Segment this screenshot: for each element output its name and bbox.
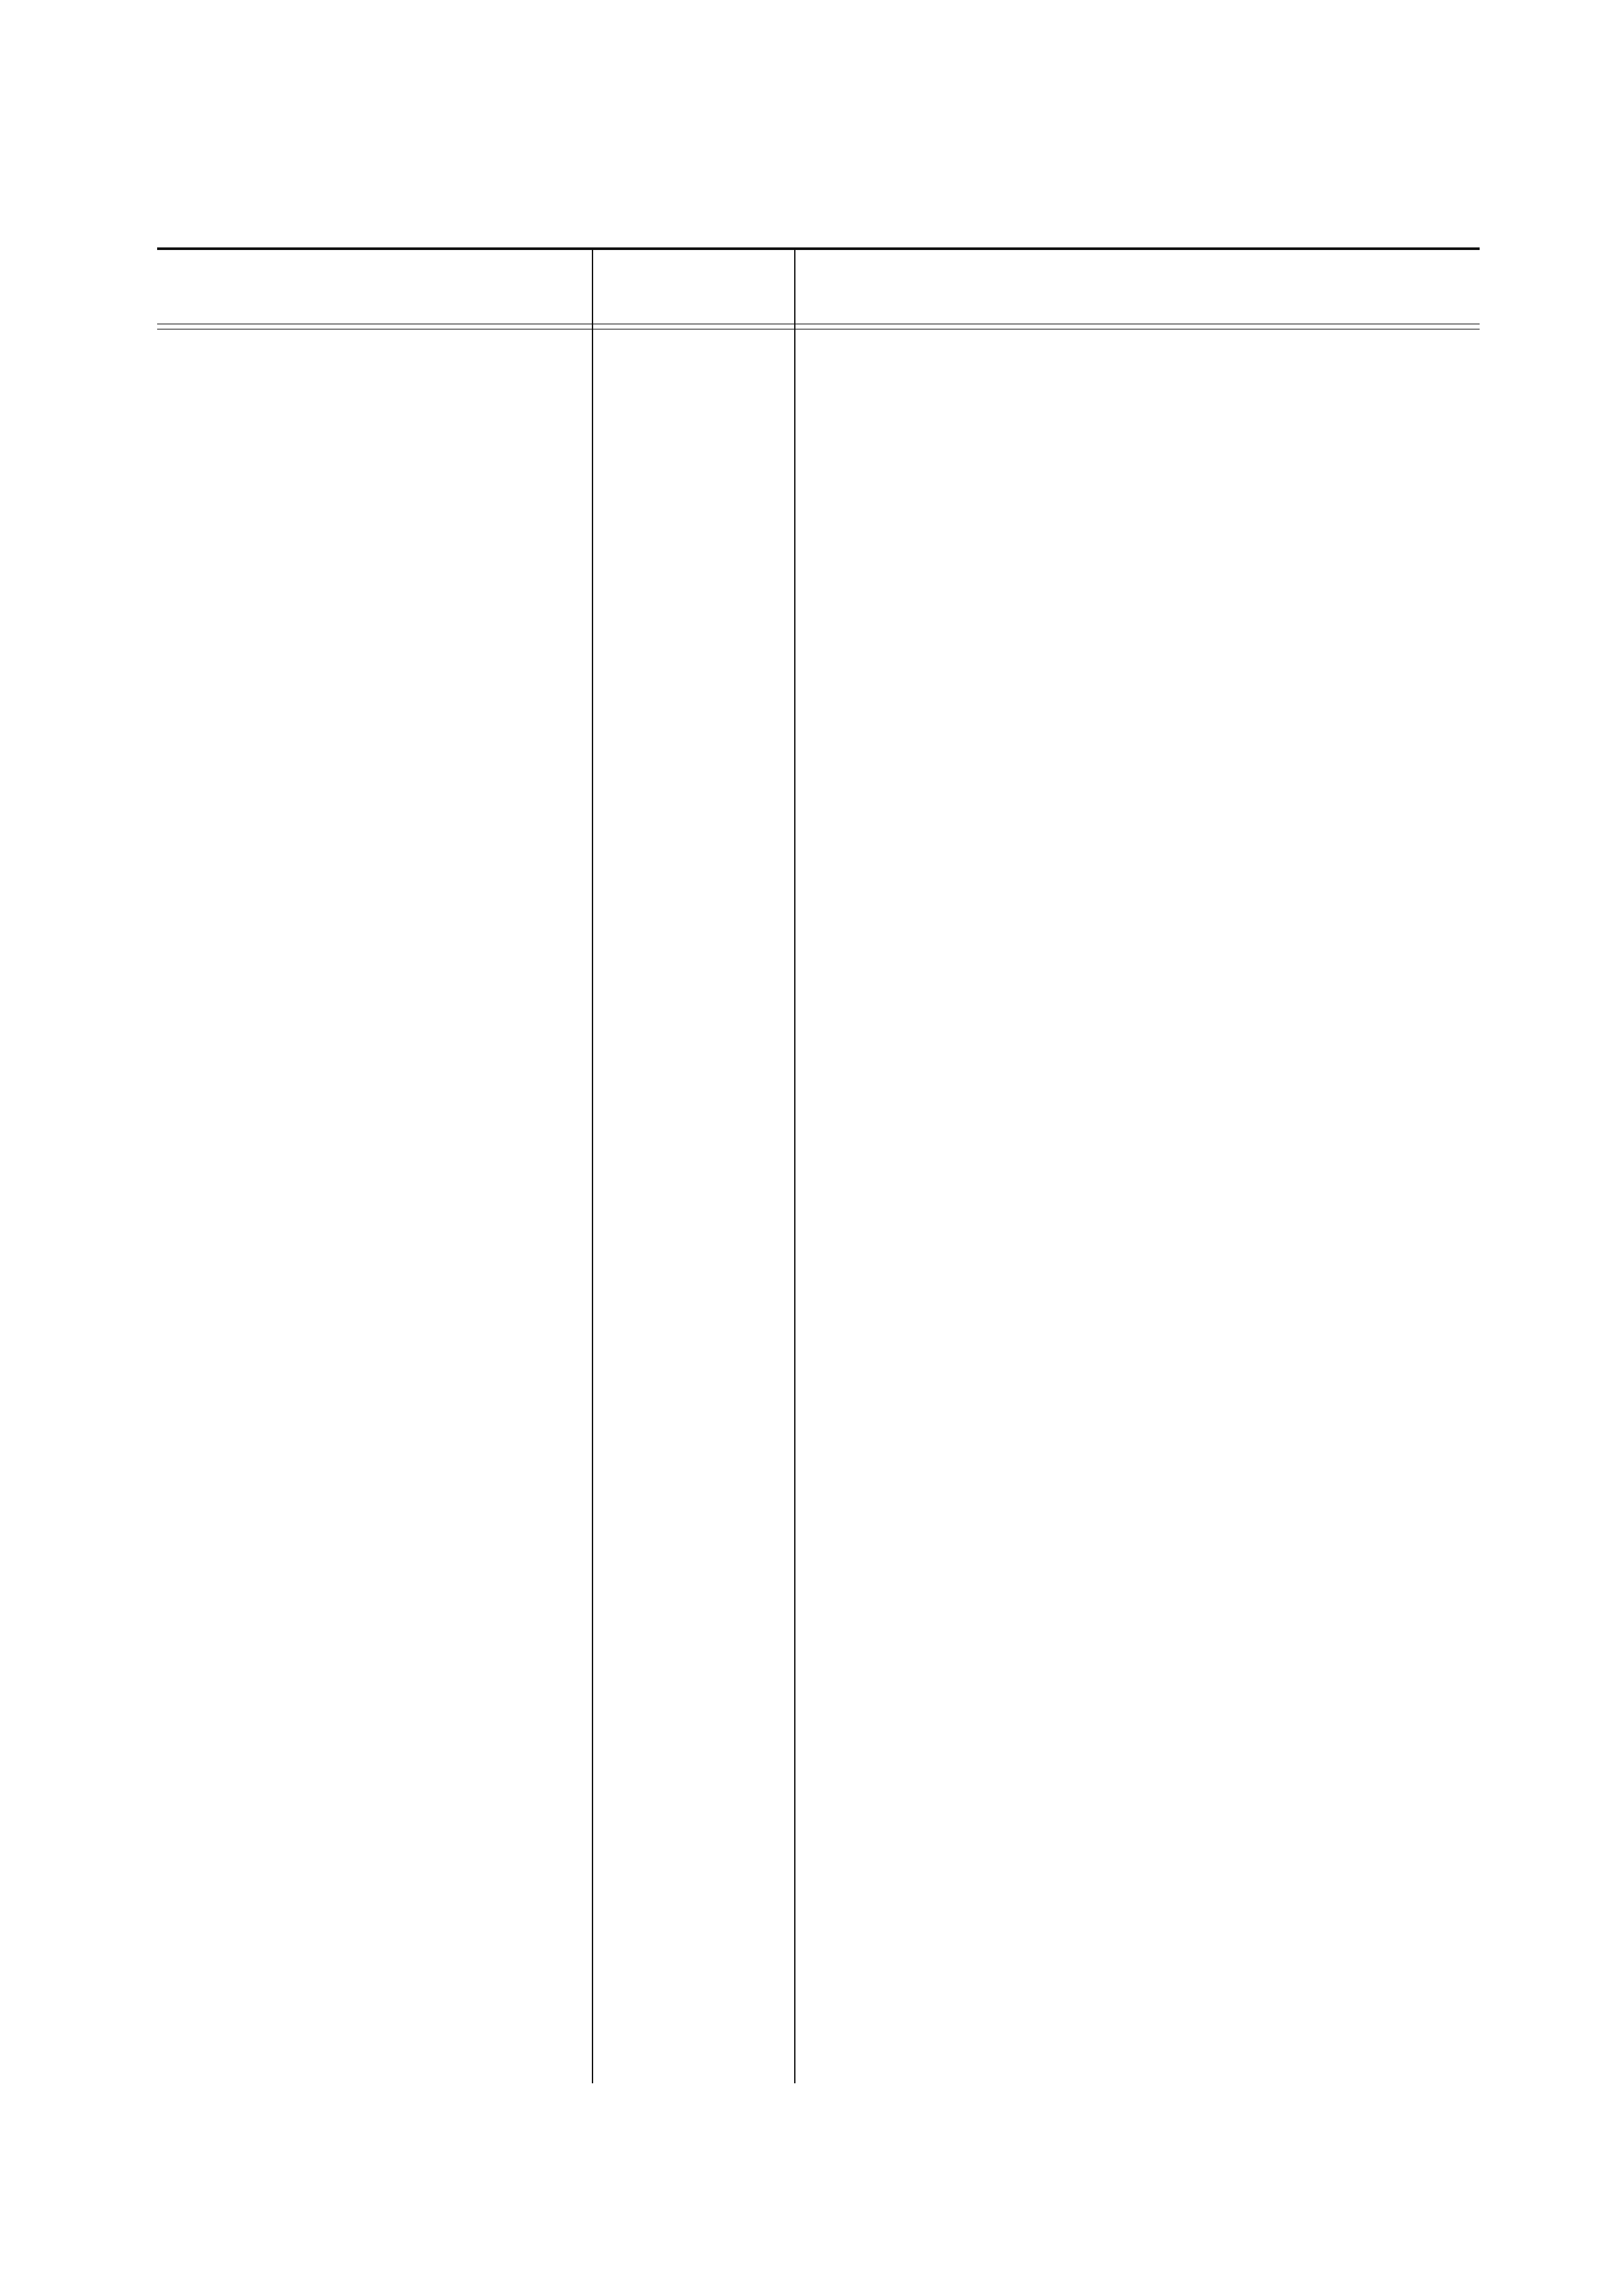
column-header-definition bbox=[795, 247, 1480, 323]
column-header-term bbox=[157, 247, 592, 323]
column-header-symbol bbox=[593, 247, 794, 323]
column-divider bbox=[592, 247, 593, 2083]
header-separator bbox=[157, 323, 1480, 325]
header-separator bbox=[157, 329, 1480, 330]
terms-table bbox=[157, 247, 1480, 2083]
column-divider bbox=[794, 247, 795, 2083]
